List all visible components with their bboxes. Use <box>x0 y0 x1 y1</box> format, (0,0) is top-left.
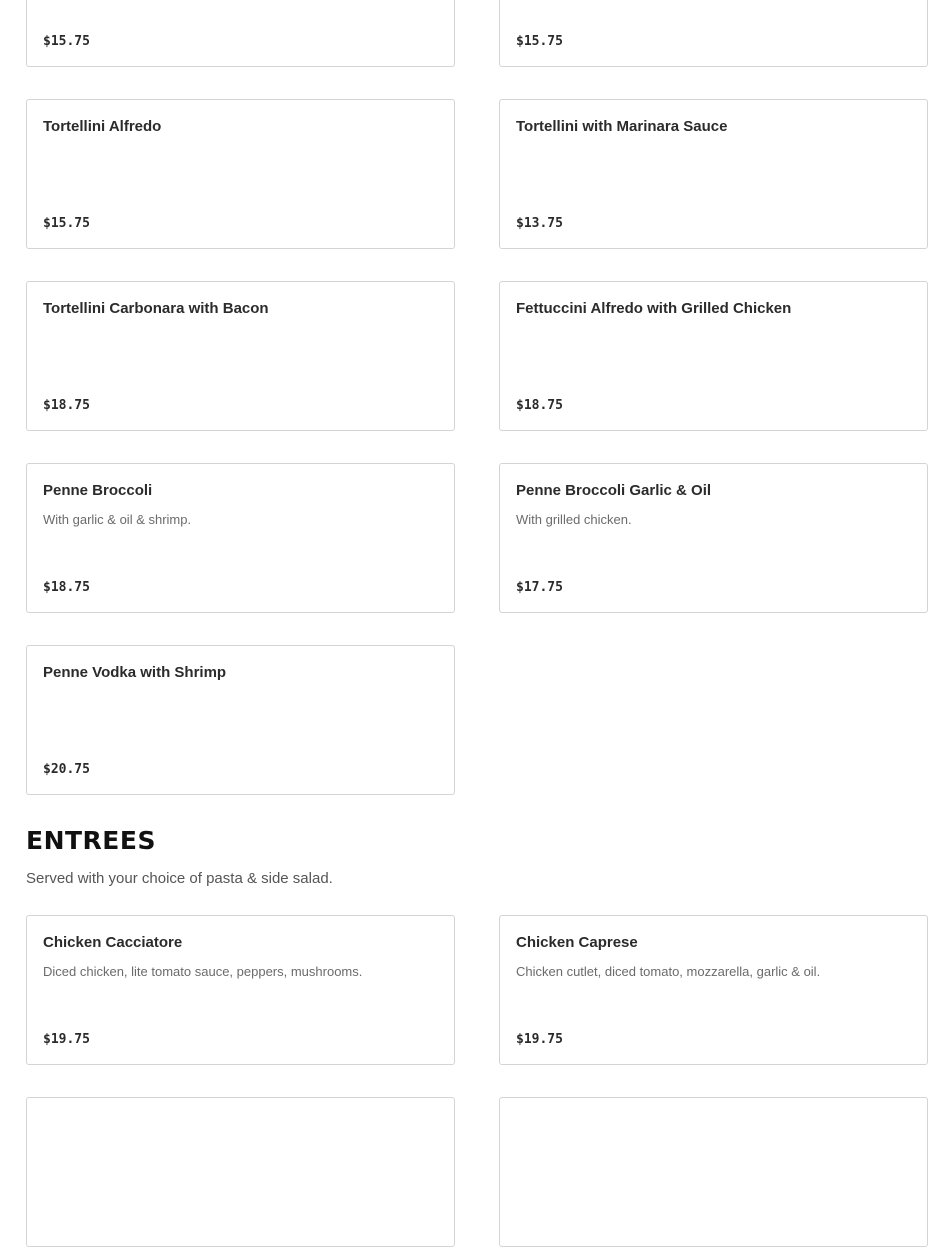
menu-item-name: Chicken Caprese <box>516 934 638 951</box>
menu-item-description: Chicken cutlet, diced tomato, mozzarella, garlic & oil. <box>516 964 821 979</box>
menu-item-description: With grilled chicken. <box>516 512 632 527</box>
menu-item-card[interactable] <box>499 281 928 431</box>
menu-item-card[interactable] <box>499 915 928 1065</box>
menu-item-name: Tortellini with Marinara Sauce <box>516 118 728 135</box>
menu-item-name: Tortellini Alfredo <box>43 118 162 135</box>
menu-item-price: $19.75 <box>43 1032 90 1047</box>
menu-item-card[interactable] <box>26 463 455 613</box>
menu-item-price: $17.75 <box>516 580 563 595</box>
menu-item-name: Penne Vodka with Shrimp <box>43 664 227 681</box>
menu-item-card[interactable] <box>26 645 455 795</box>
menu-item-card[interactable] <box>499 0 928 67</box>
menu-item-card[interactable] <box>499 1097 928 1247</box>
menu-item-price: $15.75 <box>43 34 90 49</box>
menu-item-name: Penne Broccoli <box>43 482 153 499</box>
menu-item-price: $18.75 <box>43 580 90 595</box>
section-subtitle: Served with your choice of pasta & side salad. <box>26 870 333 887</box>
menu-item-price: $18.75 <box>516 398 563 413</box>
section-title-entrees: ENTREES <box>26 826 156 855</box>
menu-item-name: Tortellini Carbonara with Bacon <box>43 300 269 317</box>
menu-item-name: Fettuccini Alfredo with Grilled Chicken <box>516 300 792 317</box>
menu-item-card[interactable] <box>499 463 928 613</box>
menu-item-name: Chicken Cacciatore <box>43 934 183 951</box>
menu-item-description: With garlic & oil & shrimp. <box>43 512 192 527</box>
menu-item-description: Diced chicken, lite tomato sauce, peppers, mushrooms. <box>43 964 363 979</box>
menu-item-price: $18.75 <box>43 398 90 413</box>
menu-item-price: $19.75 <box>516 1032 563 1047</box>
menu-item-name: Penne Broccoli Garlic & Oil <box>516 482 712 499</box>
menu-item-card[interactable] <box>26 0 455 67</box>
menu-item-price: $15.75 <box>43 216 90 231</box>
menu-item-price: $15.75 <box>516 34 563 49</box>
menu-item-price: $13.75 <box>516 216 563 231</box>
menu-item-card[interactable] <box>26 99 455 249</box>
menu-item-card[interactable] <box>26 915 455 1065</box>
menu-item-card[interactable] <box>499 99 928 249</box>
menu-item-price: $20.75 <box>43 762 90 777</box>
menu-item-card[interactable] <box>26 281 455 431</box>
menu-item-card[interactable] <box>26 1097 455 1247</box>
